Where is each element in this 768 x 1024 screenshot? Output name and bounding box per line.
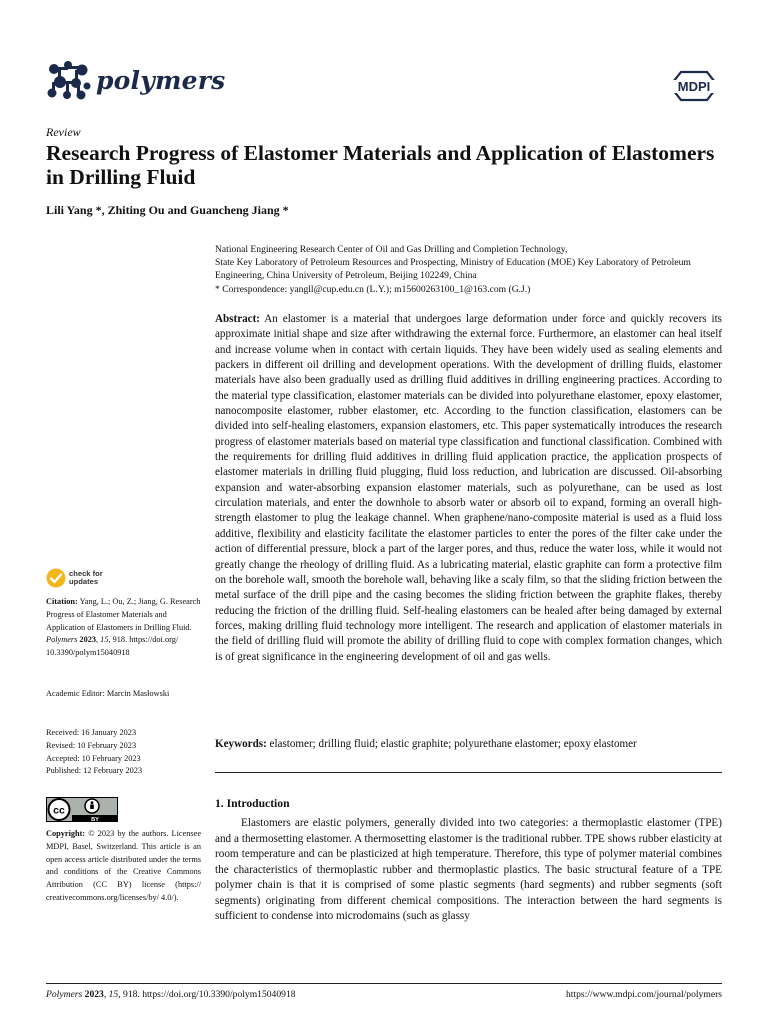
section-heading: 1. Introduction bbox=[215, 797, 290, 810]
footer-divider bbox=[46, 983, 722, 984]
copyright-text: © 2023 by the authors. Licensee MDPI, Basel, Switzerland. This article is an open access article distributed under the terms and conditions of the Creative Commons Attribution (CC BY) license (https:// creativecommons.org/licenses/by/ 4.0/). bbox=[46, 829, 202, 902]
check-updates-line-2: updates bbox=[69, 577, 99, 586]
footer-journal-url[interactable]: https://www.mdpi.com/journal/polymers bbox=[565, 989, 722, 1000]
date-accepted: Accepted: 10 February 2023 bbox=[46, 753, 141, 763]
footer-doi[interactable]: , 918. https://doi.org/10.3390/polym15040918 bbox=[118, 989, 296, 1000]
citation-text: Yang, L.; Ou, Z.; Jiang, G. Research Progress of Elastomer Materials and Application of Elastomers in Drilling Fluid. bbox=[46, 597, 201, 632]
affiliation-line-2: State Key Laboratory of Petroleum Resources and Prospecting, Ministry of Education (MOE) Key Laboratory of Petroleum Engineering, China University of Petroleum, Beijing 102249, China bbox=[215, 257, 691, 282]
keywords-label: Keywords: bbox=[215, 738, 267, 750]
cc-label: cc bbox=[53, 804, 65, 817]
date-received: Received: 16 January 2023 bbox=[46, 728, 137, 737]
article-title: Research Progress of Elastomer Materials and Application of Elastomers in Drilling Fluid bbox=[46, 141, 715, 189]
academic-editor: Academic Editor: Marcin Masłowski bbox=[46, 689, 170, 698]
date-published: Published: 12 February 2023 bbox=[46, 766, 143, 776]
section-divider bbox=[215, 772, 722, 773]
journal-name: polymers bbox=[96, 65, 226, 95]
date-revised: Revised: 10 February 2023 bbox=[46, 740, 137, 750]
publisher-name: MDPI bbox=[668, 80, 720, 93]
person-icon bbox=[90, 801, 94, 809]
citation-label: Citation: bbox=[46, 597, 78, 606]
by-label: BY bbox=[91, 817, 99, 822]
footer-volume: 15 bbox=[108, 989, 119, 1000]
cc-by-license-badge[interactable] bbox=[46, 797, 118, 822]
abstract-text: An elastomer is a material that undergoes large deformation under force and quickly recovers its approximate initial shape and size after withdrawing the external force. Furthermore, an elastomer can heal itself and increase volume when in contact with certain liquids. They have been widely used as sealing elements and packers in different oil drilling and development operations. With the development of drilling fluids, elastomer materials have also been gradually used as drilling fluid additives in drilling engineering practices. According to the material type classification, elastomer materials can be divided into polyurethane elastomer, epoxy elastomer, nanocomposite elastomer, rubber elastomer, etc. According to the function classification, elastomers can be divided into self-healing elastomers, expansion elastomers, etc. This paper systematically introduces the research progress of elastomer materials based on material type classification and functional classification. Combined with the requirements for drilling fluid additives in drilling fluid application practice, the application prospects of elastomer materials in drilling fluid plugging, fluid loss reduction, and lubrication are discussed. Oil-absorbing expansion and water-absorbing expansion elastomer materials, such as polyurethane, can be used as lost circulation materials, and enter the downhole to absorb water or absorb oil to expand, forming an overall high-strength elastomer to plug the leakage channel. When graphene/nano-composite material is used as a fluid loss additive, flexibility and elasticity facilitate the elastomer particles to enter the pores of the filter cake under the action of differential pressure, block a part of the larger pores, and thus, reduce the water loss, while it would not greatly change the rheology of drilling fluid. As a lubricating material, elastic graphite can form a protective film on the borehole wall, smooth the borehole wall, behaving like a scaly film, so that the sliding friction between the metal surface of the drill pipe and the casing becomes the sliding friction between the graphite flakes, thereby reducing the friction of the drilling fluid. Self-healing elastomers can be healed after being damaged by external forces, making drilling fluid technology more intelligent. The research and application of elastomer materials in the field of drilling fluid will promote the ability of drilling fluid to cope with complex formation changes, which is of great significance in the engineering development of oil and gas wells. bbox=[215, 313, 723, 663]
polymers-molecule-icon bbox=[46, 60, 92, 100]
footer-journal: Polymers bbox=[46, 989, 83, 1000]
journal-logo bbox=[46, 60, 225, 100]
check-updates-icon bbox=[46, 568, 66, 588]
footer-year: 2023 bbox=[84, 989, 104, 1000]
footer-citation: Polymers 2023, 15, 918. https://doi.org/10.3390/polym15040918 bbox=[46, 989, 296, 1000]
check-updates-line-1: check for bbox=[69, 568, 103, 578]
author-list: Lili Yang *, Zhiting Ou and Guancheng Jiang * bbox=[46, 203, 289, 217]
keywords bbox=[215, 738, 722, 750]
affiliation-block bbox=[215, 243, 725, 296]
copyright-block bbox=[46, 828, 201, 905]
copyright-label: Copyright: bbox=[46, 829, 86, 838]
dates-block bbox=[46, 727, 201, 778]
abstract-label: Abstract: bbox=[215, 313, 260, 325]
introduction-paragraph: Elastomers are elastic polymers, generally divided into two categories: a thermoplastic elastomer (TPE) and a thermosetting elastomer. A thermosetting elastomer is the traditional rubber. TPE shows rubber elasticity at room temperature and can be plasticized at high temperature. Therefore, this type of polymer material combines the characteristics of thermoplastic rubber and thermoplastic plastics. The basic structural feature of a TPE polymer chain is that it is comprised of some plastic segments (hard segments) and rubber segments (soft segments) originating from different chemical compositions. The interaction between the hard segments is sufficient to condense into microdomains (such as glassy bbox=[215, 817, 722, 922]
citation-journal: Polymers bbox=[46, 635, 78, 645]
citation-volume: 15 bbox=[100, 635, 109, 645]
correspondence: * Correspondence: yangll@cup.edu.cn (L.Y.); m15600263100_1@163.com (G.J.) bbox=[215, 283, 531, 295]
affiliation-line-1: National Engineering Research Center of Oil and Gas Drilling and Completion Technology, bbox=[215, 244, 568, 255]
check-for-updates-badge[interactable] bbox=[46, 568, 103, 588]
citation-year: 2023 bbox=[79, 635, 97, 645]
citation-rest[interactable]: , 918. https://doi.org/ 10.3390/polym15040918 bbox=[46, 635, 179, 658]
article-type: Review bbox=[46, 125, 81, 139]
citation-block: Citation: Yang, L.; Ou, Z.; Jiang, G. Research Progress of Elastomer Materials and Application of Elastomers in Drilling Fluid. Polymers 2023, 15, 918. https://doi.org/ 10.3390/polym15040918 bbox=[46, 597, 201, 658]
abstract bbox=[215, 312, 722, 665]
keywords-text: elastomer; drilling fluid; elastic graphite; polyurethane elastomer; epoxy elastomer bbox=[269, 738, 637, 750]
publisher-logo bbox=[668, 70, 720, 102]
